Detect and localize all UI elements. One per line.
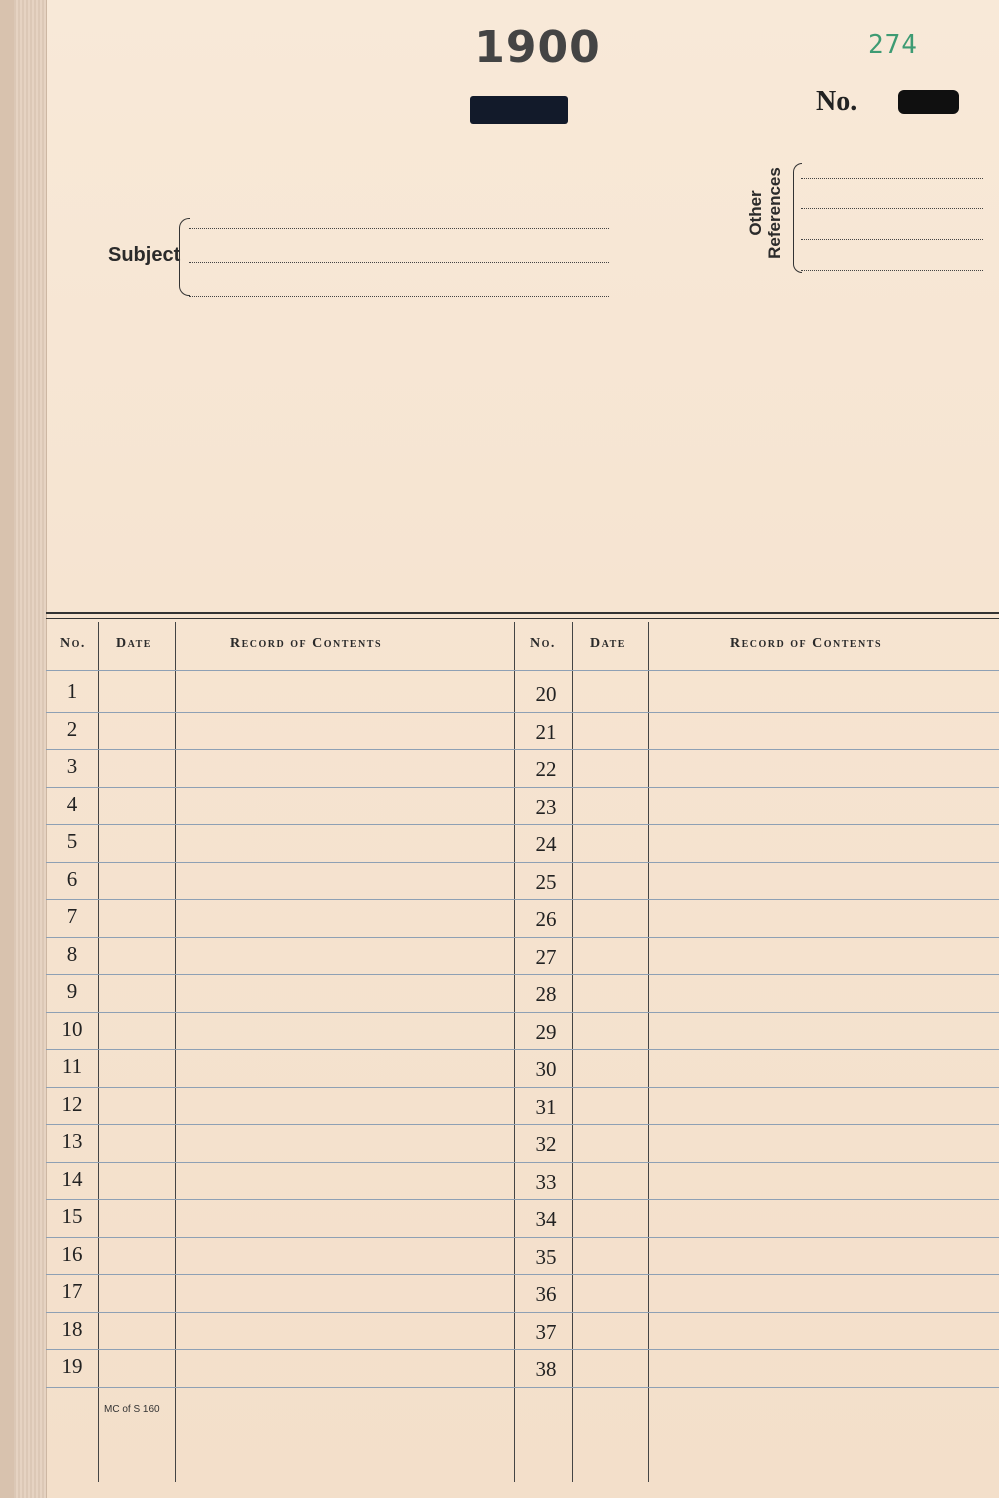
row-number-left: 13 (61, 1129, 83, 1153)
row-number-right: 32 (535, 1132, 557, 1156)
row-number-right: 37 (535, 1319, 557, 1344)
binding-edge (0, 0, 14, 1498)
header-date-left: Date (116, 636, 152, 651)
file-number-label: No. (816, 86, 858, 117)
subject-label: Subject (108, 244, 181, 266)
row-rule (46, 749, 999, 750)
row-number-right: 25 (535, 869, 557, 894)
row-number-right: 20 (535, 682, 557, 706)
table-top-rule-thin (46, 618, 999, 619)
reference-line-4[interactable] (801, 270, 983, 271)
row-number-left: 7 (66, 904, 78, 928)
row-number-left: 15 (61, 1204, 83, 1228)
reference-line-1[interactable] (801, 178, 983, 179)
row-number-left: 12 (61, 1091, 83, 1116)
row-rule (46, 1312, 999, 1313)
row-rule (46, 1124, 999, 1125)
row-number-right: 21 (535, 719, 557, 744)
row-number-left: 19 (61, 1354, 83, 1378)
row-number-right: 29 (535, 1019, 557, 1044)
other-references-label-line-1: Other (746, 190, 765, 236)
column-divider-date-record-right (648, 622, 649, 1482)
row-rule (46, 1049, 999, 1050)
row-number-right: 23 (535, 794, 557, 819)
reference-line-2[interactable] (801, 208, 983, 209)
row-rule (46, 1237, 999, 1238)
row-number-left: 9 (66, 979, 78, 1003)
row-rule (46, 899, 999, 900)
row-rule (46, 1012, 999, 1013)
row-number-left: 11 (61, 1054, 83, 1078)
row-number-left: 4 (66, 791, 78, 816)
serial-number: 274 (868, 30, 918, 60)
header-row-rule (46, 670, 999, 671)
year-redaction-mark (470, 96, 568, 124)
subject-brace (179, 218, 190, 296)
row-number-left: 16 (61, 1241, 83, 1266)
row-number-right: 26 (535, 907, 557, 931)
header-no-right: No. (530, 636, 556, 651)
row-number-right: 35 (535, 1244, 557, 1269)
row-rule (46, 974, 999, 975)
other-references-brace (793, 163, 802, 273)
row-rule (46, 712, 999, 713)
reference-line-3[interactable] (801, 239, 983, 240)
row-number-left: 8 (66, 941, 78, 966)
row-rule (46, 862, 999, 863)
row-number-left: 18 (61, 1316, 83, 1341)
row-number-right: 33 (535, 1169, 557, 1194)
row-number-right: 28 (535, 982, 557, 1006)
row-rule (46, 1087, 999, 1088)
column-divider-center (514, 622, 515, 1482)
row-number-right: 38 (535, 1357, 557, 1381)
row-number-left: 3 (66, 754, 78, 778)
row-rule (46, 1387, 999, 1388)
row-rule (46, 1199, 999, 1200)
form-code: MC of S 160 (104, 1404, 160, 1415)
row-number-right: 31 (535, 1094, 557, 1119)
year-stamp: 1900 (474, 22, 601, 73)
row-rule (46, 824, 999, 825)
record-of-contents-table (46, 612, 999, 1498)
row-rule (46, 1162, 999, 1163)
row-number-left: 2 (66, 716, 78, 741)
row-number-left: 17 (61, 1279, 83, 1303)
row-number-left: 6 (66, 866, 78, 891)
table-top-rule (46, 612, 999, 614)
row-number-left: 1 (66, 679, 78, 703)
column-divider-no-date-right (572, 622, 573, 1482)
row-number-left: 14 (61, 1166, 83, 1191)
column-divider-no-date-left (98, 622, 99, 1482)
other-references-label-line-2: References (765, 167, 784, 259)
row-number-left: 5 (66, 829, 78, 853)
subject-line-2[interactable] (189, 262, 609, 263)
row-number-right: 27 (535, 944, 557, 969)
column-divider-date-record-left (175, 622, 176, 1482)
row-number-right: 36 (535, 1282, 557, 1306)
row-number-right: 30 (535, 1057, 557, 1081)
subject-line-1[interactable] (189, 228, 609, 229)
row-number-left: 10 (61, 1016, 83, 1041)
row-number-right: 24 (535, 832, 557, 856)
other-references-label (746, 158, 798, 268)
row-rule (46, 787, 999, 788)
row-rule (46, 1274, 999, 1275)
header-record-left: Record of Contents (230, 636, 383, 651)
header-record-right: Record of Contents (730, 636, 883, 651)
header-date-right: Date (590, 636, 626, 651)
file-number-redaction-mark (898, 90, 959, 114)
header-no-left: No. (60, 636, 86, 651)
row-number-right: 22 (535, 757, 557, 781)
row-rule (46, 937, 999, 938)
row-number-right: 34 (535, 1207, 557, 1231)
subject-line-3[interactable] (189, 296, 609, 297)
row-rule (46, 1349, 999, 1350)
